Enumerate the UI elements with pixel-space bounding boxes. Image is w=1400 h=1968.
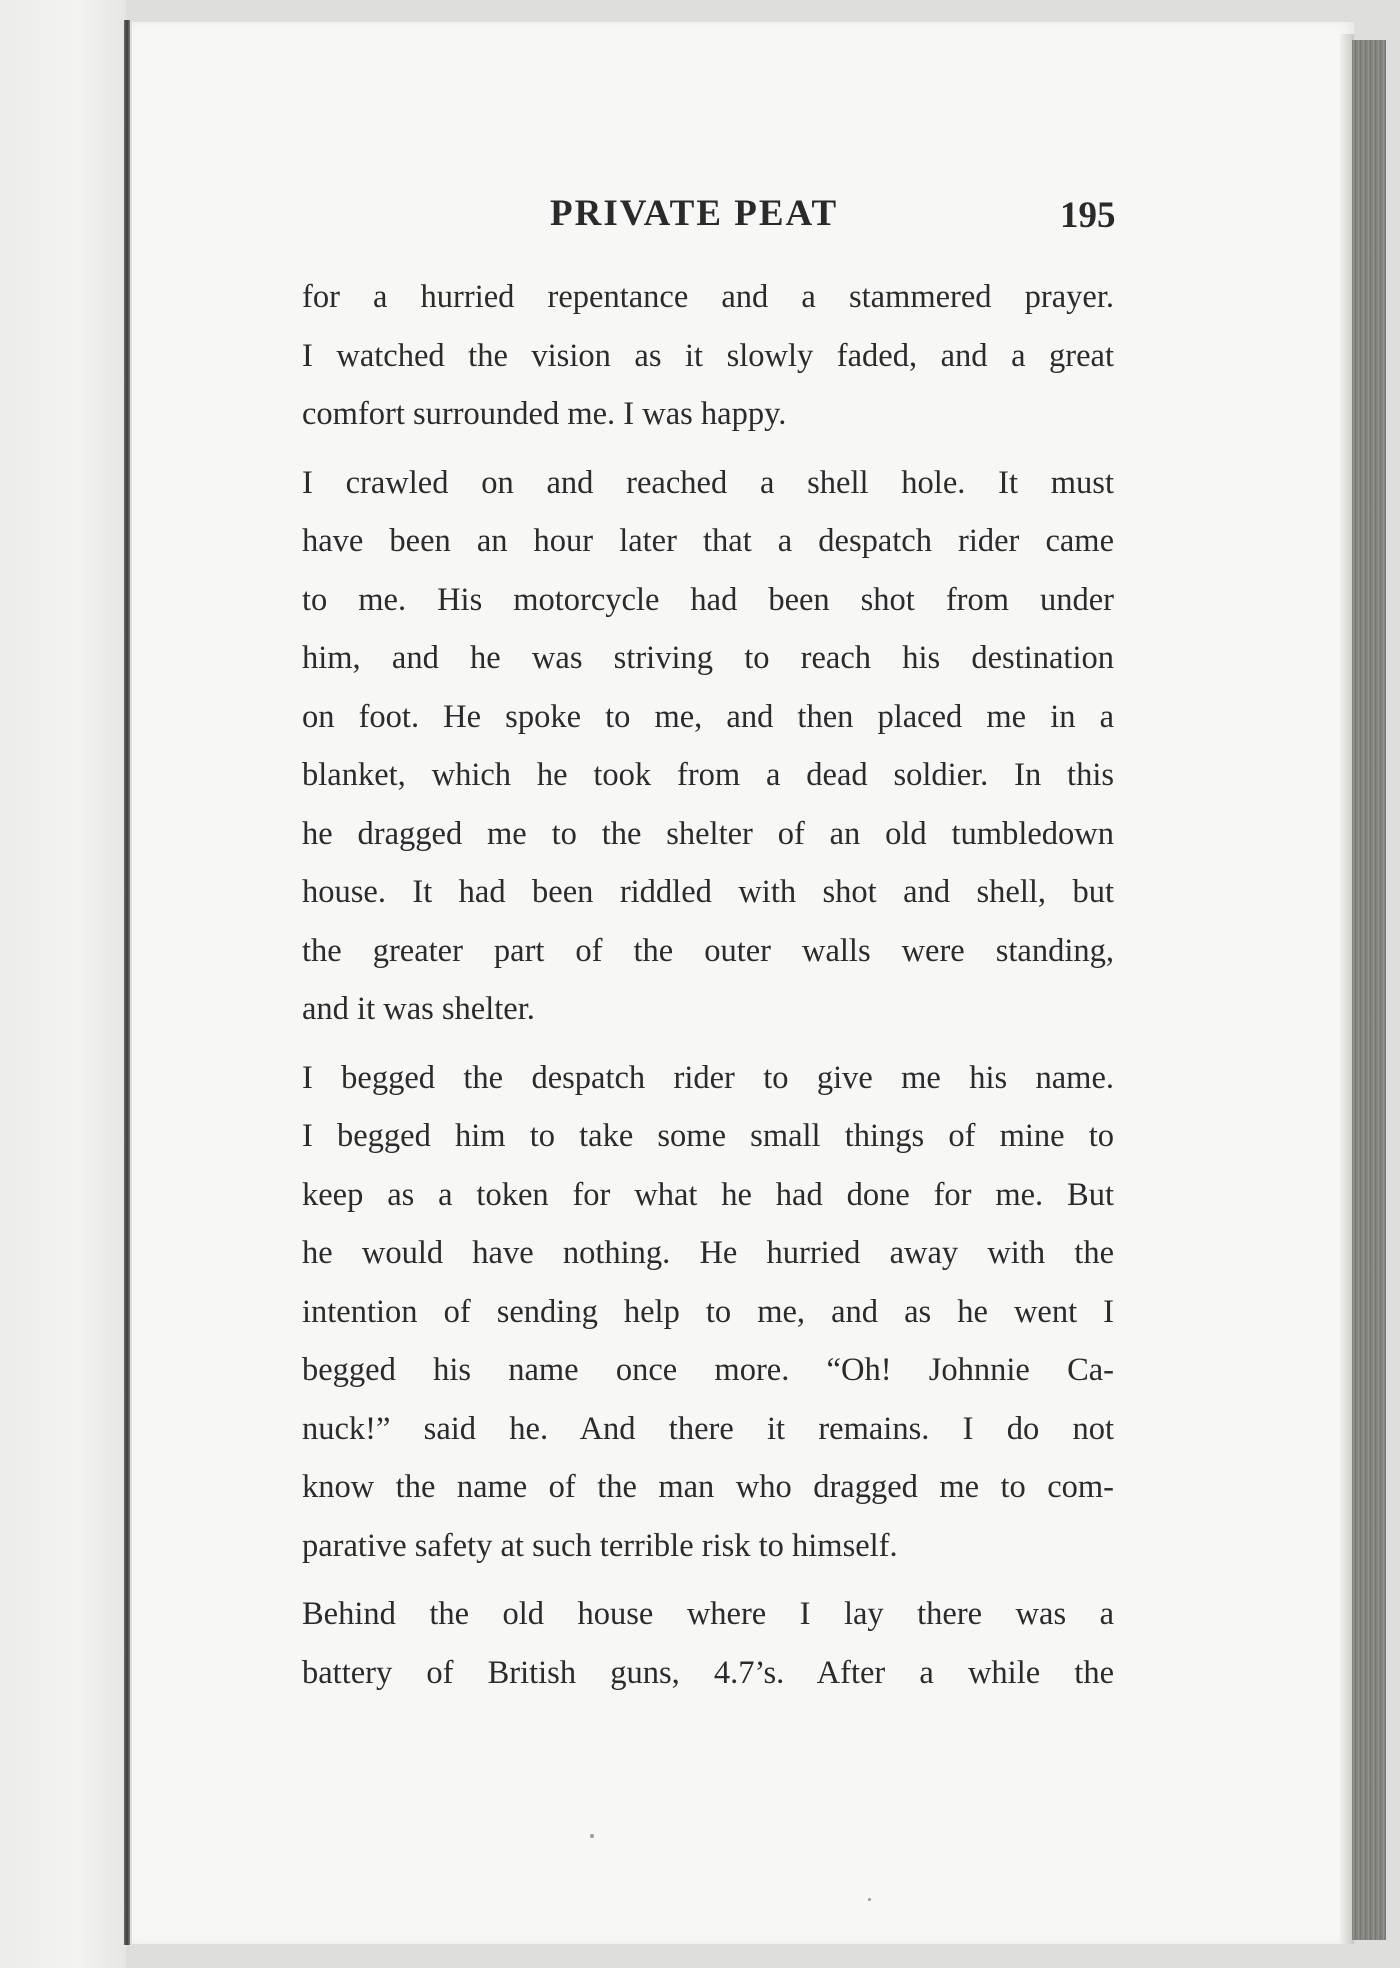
- paragraph: [302, 1585, 1114, 1702]
- text-line: know the name of the man who dragged me to com-: [302, 1469, 1114, 1505]
- text-line: blanket, which he took from a dead soldier. In this: [302, 757, 1114, 793]
- text-line: he would have nothing. He hurried away with the: [302, 1235, 1114, 1271]
- page-number: 195: [1060, 195, 1116, 236]
- text-line: have been an hour later that a despatch rider came: [302, 523, 1114, 559]
- text-line: I crawled on and reached a shell hole. It must: [302, 464, 1114, 501]
- running-head: [300, 192, 1120, 244]
- text-line: house. It had been riddled with shot and shell, but: [302, 874, 1114, 910]
- text-line: on foot. He spoke to me, and then placed me in a: [302, 698, 1114, 735]
- paper-speck: [868, 1898, 871, 1901]
- paper-speck: [590, 1834, 594, 1838]
- book-gutter: [124, 20, 130, 1945]
- text-line: battery of British guns, 4.7’s. After a while the: [302, 1654, 1114, 1691]
- text-line: comfort surrounded me. I was happy.: [302, 396, 787, 432]
- left-page-margin: [0, 0, 126, 1968]
- text-line: him, and he was striving to reach his destination: [302, 640, 1114, 676]
- running-title: PRIVATE PEAT: [550, 193, 839, 234]
- text-line: he dragged me to the shelter of an old tumbledown: [302, 815, 1114, 852]
- body-text: [302, 268, 1114, 1712]
- paragraph: [302, 268, 1114, 444]
- text-line: and it was shelter.: [302, 991, 535, 1027]
- paragraph: [302, 454, 1114, 1039]
- text-line: I begged him to take some small things of mine to: [302, 1118, 1114, 1154]
- text-line: parative safety at such terrible risk to himself.: [302, 1527, 898, 1564]
- text-line: nuck!” said he. And there it remains. I do not: [302, 1410, 1114, 1447]
- paragraph: [302, 1049, 1114, 1576]
- text-line: intention of sending help to me, and as he went I: [302, 1293, 1114, 1330]
- page-block-edge: [1352, 40, 1386, 1940]
- text-line: I begged the despatch rider to give me his name.: [302, 1059, 1114, 1096]
- text-line: the greater part of the outer walls were standing,: [302, 932, 1114, 969]
- text-line: Behind the old house where I lay there was a: [302, 1596, 1114, 1632]
- text-line: I watched the vision as it slowly faded, and a great: [302, 337, 1114, 374]
- text-line: for a hurried repentance and a stammered prayer.: [302, 279, 1114, 315]
- text-line: begged his name once more. “Oh! Johnnie Ca-: [302, 1352, 1114, 1388]
- text-line: keep as a token for what he had done for me. But: [302, 1176, 1114, 1213]
- text-line: to me. His motorcycle had been shot from under: [302, 581, 1114, 618]
